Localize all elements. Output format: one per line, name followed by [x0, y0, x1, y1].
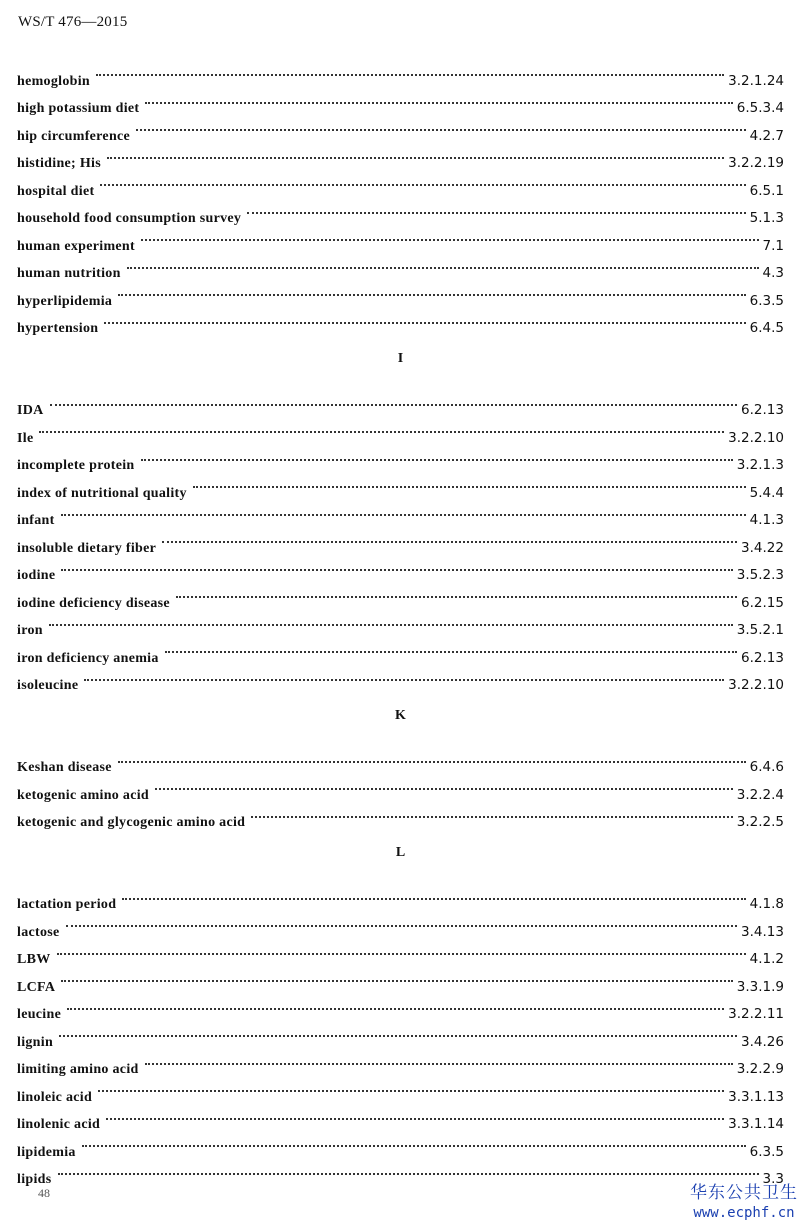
entry-reference: 5.4.4 — [749, 484, 784, 501]
index-entry — [17, 1018, 784, 1050]
index-entry — [17, 497, 784, 528]
entry-term: infant — [17, 513, 55, 528]
entry-reference: 6.4.6 — [749, 759, 784, 775]
index-entry — [17, 662, 784, 693]
entry-term: lignin — [17, 1034, 54, 1050]
entry-reference: 4.1.3 — [749, 512, 784, 528]
dot-leader — [136, 112, 746, 140]
section-letter: K — [395, 708, 406, 723]
entry-reference: 6.2.13 — [741, 649, 784, 666]
dot-leader — [122, 881, 745, 909]
entry-reference: 3.3 — [762, 1171, 784, 1187]
entry-reference: 4.1.8 — [749, 896, 784, 912]
dot-leader — [39, 414, 724, 442]
page-number: 48 — [38, 1186, 50, 1200]
entry-reference: 6.3.5 — [749, 292, 784, 309]
dot-leader — [84, 662, 724, 690]
entry-reference: 3.2.2.9 — [736, 1061, 784, 1077]
entry-term: limiting amino acid — [17, 1062, 139, 1077]
dot-leader — [176, 579, 737, 607]
index-entry — [17, 524, 784, 556]
entry-term: high potassium diet — [17, 101, 140, 116]
entry-term: household food consumption survey — [17, 211, 242, 226]
entry-term: ketogenic and glycogenic amino acid — [17, 815, 246, 830]
entry-reference: 6.3.5 — [749, 1143, 784, 1160]
index-entry — [17, 771, 784, 803]
dot-leader — [141, 222, 759, 250]
index-entry — [17, 908, 784, 940]
dot-leader — [96, 57, 724, 85]
dot-leader — [193, 469, 746, 497]
entry-term: incomplete protein — [17, 458, 135, 473]
entry-reference: 3.2.2.10 — [728, 429, 784, 446]
dot-leader — [107, 140, 724, 168]
dot-leader — [141, 442, 733, 470]
entry-reference: 4.2.7 — [749, 127, 784, 144]
dot-leader — [162, 524, 737, 552]
entry-reference: 6.4.5 — [749, 320, 784, 336]
entry-reference: 7.1 — [762, 237, 784, 254]
entry-term: hypertension — [17, 321, 99, 336]
dot-leader — [251, 799, 732, 827]
entry-term: lipidemia — [17, 1144, 76, 1160]
index-entry — [17, 387, 784, 418]
entry-reference: 3.3.1.14 — [728, 1116, 784, 1132]
entry-term: Ile — [17, 430, 34, 446]
entry-reference: 3.2.2.10 — [728, 677, 784, 693]
entry-reference: 3.3.1.9 — [736, 978, 784, 995]
index-group — [17, 345, 784, 693]
dot-leader — [165, 634, 737, 662]
index-entry — [17, 167, 784, 199]
dot-leader — [145, 85, 732, 113]
index-list — [17, 57, 784, 1187]
entry-reference: 6.2.15 — [741, 594, 784, 611]
entry-term: iodine deficiency disease — [17, 595, 170, 611]
index-entry — [17, 936, 784, 967]
entry-reference: 3.3.1.13 — [728, 1088, 784, 1105]
section-letter: L — [395, 845, 406, 860]
entry-reference: 4.1.2 — [749, 951, 784, 967]
watermark-text: 华东公共卫生 — [690, 1183, 798, 1203]
entry-term: lipids — [17, 1172, 52, 1187]
index-entry — [17, 277, 784, 309]
dot-leader — [118, 744, 746, 772]
index-entry — [17, 414, 784, 446]
dot-leader — [98, 1073, 724, 1101]
entry-reference: 3.2.1.24 — [728, 72, 784, 89]
dot-leader — [247, 195, 745, 223]
watermark-url: www.ecphf.cn — [693, 1205, 795, 1221]
dot-leader — [49, 607, 733, 635]
entry-term: human nutrition — [17, 266, 121, 281]
entry-term: IDA — [17, 403, 44, 418]
index-entry — [17, 579, 784, 611]
entry-term: iron deficiency anemia — [17, 650, 159, 666]
entry-term: isoleucine — [17, 678, 79, 693]
entry-term: human experiment — [17, 238, 135, 254]
entry-reference: 3.2.2.19 — [728, 155, 784, 171]
entry-reference: 3.2.2.11 — [728, 1006, 784, 1022]
entry-term: hemoglobin — [17, 73, 91, 89]
index-entry — [17, 1073, 784, 1105]
entry-term: LCFA — [17, 979, 56, 995]
dot-leader — [59, 1018, 737, 1046]
entry-term: hip circumference — [17, 128, 131, 144]
index-entry — [17, 140, 784, 171]
index-entry — [17, 57, 784, 89]
entry-reference: 4.3 — [762, 265, 784, 281]
index-entry — [17, 1128, 784, 1160]
entry-term: linolenic acid — [17, 1117, 101, 1132]
dot-leader — [100, 167, 745, 195]
dot-leader — [61, 552, 732, 580]
watermark — [690, 1178, 798, 1221]
dot-leader — [82, 1128, 746, 1156]
dot-leader — [57, 936, 746, 964]
entry-term: Keshan disease — [17, 760, 112, 775]
entry-term: hyperlipidemia — [17, 293, 113, 309]
entry-reference: 3.4.26 — [741, 1033, 784, 1050]
dot-leader — [61, 963, 732, 991]
entry-reference: 3.5.2.3 — [736, 567, 784, 583]
dot-leader — [118, 277, 745, 305]
dot-leader — [58, 1156, 759, 1184]
entry-reference: 6.5.3.4 — [736, 100, 784, 116]
index-entry — [17, 85, 784, 116]
dot-leader — [104, 305, 745, 333]
entry-term: iodine — [17, 568, 56, 583]
entry-term: LBW — [17, 952, 51, 967]
document-code: WS/T 476—2015 — [18, 14, 128, 30]
section-letter: I — [397, 351, 404, 366]
index-entry — [17, 881, 784, 912]
index-entry — [17, 963, 784, 995]
index-entry — [17, 552, 784, 583]
dot-leader — [61, 497, 746, 525]
entry-term: iron — [17, 623, 43, 638]
entry-term: index of nutritional quality — [17, 485, 187, 501]
dot-leader — [127, 250, 759, 278]
entry-reference: 3.2.2.4 — [736, 786, 784, 803]
entry-term: lactose — [17, 924, 60, 940]
index-entry — [17, 1101, 784, 1132]
index-entry — [17, 634, 784, 666]
index-entry — [17, 1156, 784, 1187]
entry-reference: 6.5.1 — [749, 182, 784, 199]
index-entry — [17, 1046, 784, 1077]
entry-reference: 5.1.3 — [749, 210, 784, 226]
index-entry — [17, 442, 784, 473]
entry-term: insoluble dietary fiber — [17, 540, 157, 556]
dot-leader — [106, 1101, 724, 1129]
entry-reference: 3.2.1.3 — [736, 457, 784, 473]
index-group — [17, 57, 784, 336]
dot-leader — [155, 771, 733, 799]
entry-reference: 3.5.2.1 — [736, 622, 784, 638]
index-entry — [17, 195, 784, 226]
entry-term: hospital diet — [17, 183, 95, 199]
entry-reference: 6.2.13 — [741, 402, 784, 418]
index-group — [17, 702, 784, 830]
dot-leader — [50, 387, 737, 415]
index-entry — [17, 250, 784, 281]
index-group — [17, 839, 784, 1187]
entry-reference: 3.2.2.5 — [736, 814, 784, 830]
index-entry — [17, 305, 784, 336]
entry-term: ketogenic amino acid — [17, 787, 149, 803]
dot-leader — [145, 1046, 733, 1074]
entry-term: lactation period — [17, 897, 117, 912]
dot-leader — [66, 908, 738, 936]
index-entry — [17, 991, 784, 1022]
entry-term: linoleic acid — [17, 1089, 93, 1105]
index-entry — [17, 744, 784, 775]
entry-term: histidine; His — [17, 156, 101, 171]
entry-reference: 3.4.13 — [741, 923, 784, 940]
entry-term: leucine — [17, 1007, 62, 1022]
entry-reference: 3.4.22 — [741, 539, 784, 556]
index-entry — [17, 607, 784, 638]
dot-leader — [67, 991, 724, 1019]
